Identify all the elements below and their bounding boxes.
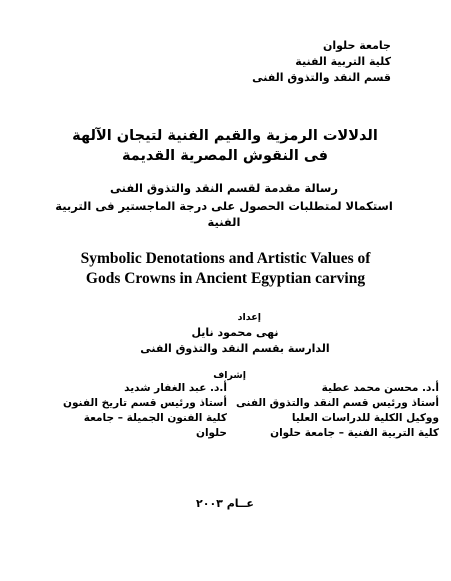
supervisor-1-title-2: ووكيل الكلية للدراسات العليا: [291, 412, 439, 424]
institution-block: [171, 38, 391, 86]
subtitle-line-3: الفنية: [207, 215, 241, 229]
supervisor-2: [22, 381, 227, 441]
arabic-title-line-2: فى النقوش المصرية القديمة: [121, 148, 329, 164]
supervisor-1-name: أ.د. محسن محمد عطية: [321, 382, 439, 394]
prepared-by-label: إعداد: [237, 312, 261, 323]
english-title-line-1: Symbolic Denotations and Artistic Values of: [80, 250, 371, 267]
supervisor-1: [234, 381, 439, 441]
supervisor-2-name: أ.د. عبد الغفار شديد: [124, 382, 227, 394]
department-name: قسم النقد والتذوق الفنى: [252, 71, 391, 84]
english-title-line-2: Gods Crowns in Ancient Egyptian carving: [85, 270, 366, 287]
supervisor-1-affiliation: كلية التربية الفنية – جامعة حلوان: [270, 427, 439, 439]
supervisor-2-title: أستاذ ورئيس قسم تاريخ الفنون: [63, 397, 227, 409]
supervisor-2-affiliation-2: حلوان: [196, 427, 227, 439]
supervisor-1-title: أستاذ ورئيس قسم النقد والتذوق الفنى: [235, 397, 439, 409]
supervisor-2-affiliation: كلية الفنون الجميلة – جامعة: [83, 412, 227, 424]
faculty-name: كلية التربية الفنية: [295, 55, 391, 68]
supervision-label: إشراف: [213, 370, 246, 381]
arabic-title-line-1: الدلالات الرمزية والقيم الفنية لتيجان الآلهة: [72, 128, 378, 144]
subtitle-line-1: رسالة مقدمة لقسم النقد والتذوق الفنى: [110, 181, 338, 195]
subtitle-line-2: استكمالا لمتطلبات الحصول على درجة الماجستير فى التربية: [55, 199, 393, 213]
author-name: نهى محمود نايل: [191, 326, 279, 339]
thesis-date: عــام ٢٠٠٣: [196, 497, 254, 510]
author-role: الدارسة بقسم النقد والتذوق الفنى: [140, 342, 330, 355]
university-name: جامعة حلوان: [322, 39, 391, 52]
